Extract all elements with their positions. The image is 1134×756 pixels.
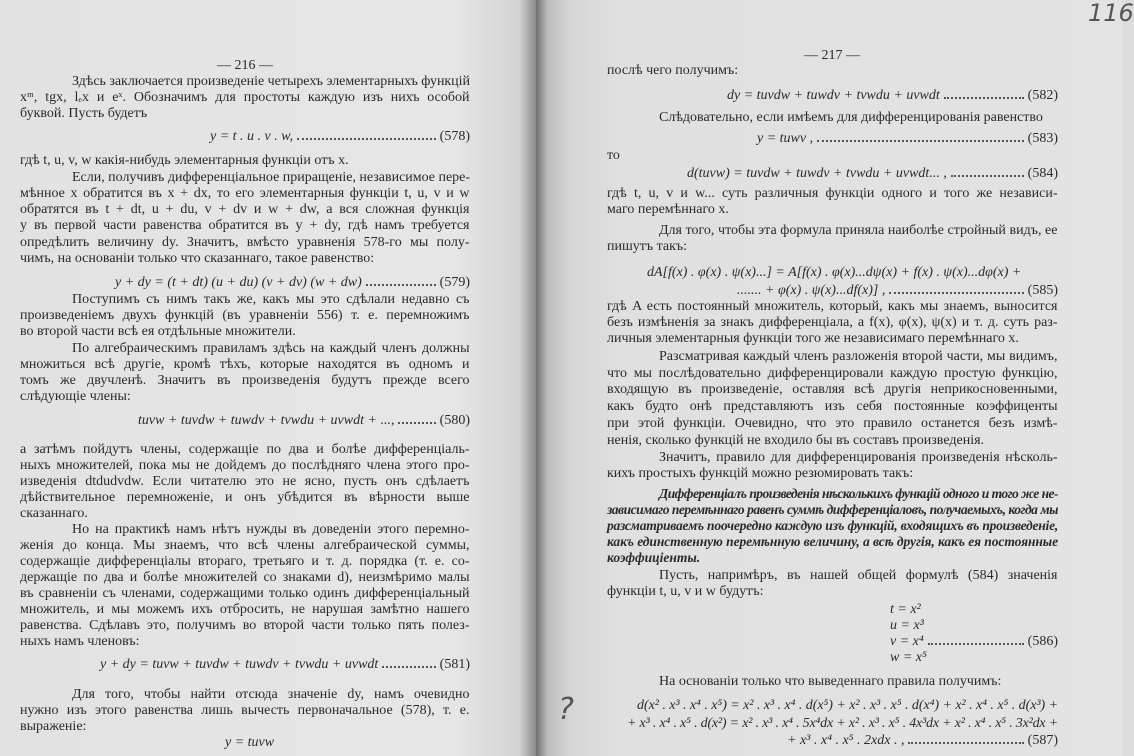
- line-text: послѣ чего получимъ:: [607, 63, 739, 78]
- text-line: [20, 442, 470, 457]
- line-text: слѣдующіе члены:: [20, 389, 131, 404]
- line-text: томъ же двучленѣ. Значитъ въ произведенія будутъ прежде всего: [20, 373, 470, 388]
- text-line: [20, 235, 470, 250]
- equation-number: (579): [439, 275, 470, 290]
- numbered-equation: [727, 88, 1058, 103]
- line-text: выраженіе:: [20, 719, 87, 734]
- line-text: личныя элементарныя функціи того же независимаго перемѣннаго x.: [607, 331, 1019, 346]
- line-text: xᵐ, tgx, lₑx и eˣ. Обозначимъ для простоты каждую изъ нихъ особой: [20, 90, 470, 105]
- equation-number: (578): [439, 129, 470, 144]
- text-line: [20, 357, 470, 372]
- text-line: [607, 349, 1058, 364]
- text-line: [20, 634, 470, 649]
- text-line: [607, 433, 1058, 448]
- line-text: мѣнное x обратится въ x + dx, то его элементарныя функціи t, u, v и w: [20, 186, 470, 201]
- text-line: [20, 474, 470, 489]
- text-line: [20, 458, 470, 473]
- text-line: [607, 399, 1058, 414]
- text-line: [20, 324, 470, 339]
- italic-rule-line: [607, 486, 1058, 501]
- text-line: [607, 568, 1058, 583]
- text-line: [607, 202, 1058, 217]
- equation-line: [890, 650, 1058, 665]
- numbered-equation: [737, 283, 1058, 298]
- equation-expression: + x³ . x⁴ . x⁵ . 2xdx . ,: [787, 733, 905, 748]
- equation-number: (586): [1027, 634, 1058, 649]
- line-text: функціи t, u, v и w будутъ:: [607, 584, 764, 599]
- equation-text: y = tuvw: [225, 735, 275, 750]
- line-text: а затѣмъ пойдутъ члены, содержащіе по два и болѣе дифференціаль-: [20, 442, 470, 457]
- equation-text: u = x³: [890, 618, 924, 633]
- text-line: [20, 218, 470, 233]
- equation-expression: y = t . u . v . w,: [210, 129, 294, 144]
- text-line: [20, 570, 470, 585]
- text-line: [20, 106, 470, 121]
- equation-number: (580): [439, 413, 470, 428]
- numbered-equation: [757, 131, 1058, 146]
- line-text: въ сравненіи съ членами, содержащими только одинъ дифференціальный: [20, 586, 470, 601]
- text-line: [20, 538, 470, 553]
- equation-text: t = x²: [890, 602, 921, 617]
- text-line: [20, 586, 470, 601]
- equation-text: d(x² . x³ . x⁴ . x⁵) = x² . x³ . x⁴ . d(x⁵) + x² . x³ . x⁵ . d(x⁴) + x² . x⁴ . x⁵ . d(x³) +: [637, 698, 1058, 713]
- text-line: [607, 366, 1058, 381]
- line-text: разсматриваемъ поочередно каждую изъ функцій, входящихъ въ произведеніе,: [607, 518, 1058, 533]
- text-line: [20, 292, 470, 307]
- text-line: [20, 153, 470, 168]
- line-text: сказаннаго.: [20, 506, 88, 521]
- equation-number: (584): [1027, 166, 1058, 181]
- text-line: [20, 506, 470, 521]
- text-line: [607, 63, 1058, 78]
- text-line: [607, 674, 1058, 689]
- text-line: [20, 341, 470, 356]
- left-page: [0, 0, 536, 756]
- equation-text: dA[f(x) . φ(x) . ψ(x)...] = A[f(x) . φ(x)...dψ(x) + f(x) . ψ(x)...dφ(x) +: [647, 265, 1022, 280]
- line-text: держащіе по два и болѣе множителей со знаками d), неизмѣримо малы: [20, 570, 470, 585]
- text-line: [607, 466, 1058, 481]
- numbered-equation: [115, 275, 470, 290]
- equation-line: [647, 265, 1058, 280]
- numbered-equation: [890, 634, 1058, 649]
- line-text: гдѣ t, u, v, w какія-нибудь элементарныя функціи отъ x.: [20, 153, 349, 168]
- line-text: Разсматривая каждый членъ разложенія второй части, мы видимъ,: [659, 349, 1058, 364]
- text-line: [20, 719, 470, 734]
- equation-line: [890, 602, 1058, 617]
- line-text: Здѣсь заключается произведеніе четырехъ элементарныхъ функцій: [72, 74, 470, 89]
- numbered-equation: [138, 413, 470, 428]
- equation-number: (583): [1027, 131, 1058, 146]
- line-text: опредѣлить величину dy. Значитъ, вмѣсто уравненія 578-го мы полу-: [20, 235, 470, 250]
- dot-leader: [398, 421, 435, 424]
- line-text: гдѣ t, u, v и w... суть различныя функціи одного и того же независи-: [607, 186, 1058, 201]
- text-line: [20, 687, 470, 702]
- equation-text: + x³ . x⁴ . x⁵ . d(x²) = x² . x³ . x⁴ . 5x⁴dx + x² . x³ . x⁵ . 4x³dx + x² . x⁴ . x⁵ . 3x²dx +: [627, 716, 1058, 731]
- text-line: [20, 389, 470, 404]
- text-line: [20, 373, 470, 388]
- dot-leader: [382, 665, 435, 668]
- equation-expression: y + dy = (t + dt) (u + du) (v + dv) (w + dw): [115, 275, 362, 290]
- equation-line: [637, 698, 1058, 713]
- text-line: [20, 74, 470, 89]
- equation-number: (587): [1027, 733, 1058, 748]
- line-text: какъ будто онѣ представляютъ изъ себя постоянные коэффиценты: [607, 399, 1058, 414]
- equation-line: [890, 618, 1058, 633]
- text-line: [607, 186, 1058, 201]
- numbered-equation: [210, 129, 470, 144]
- line-text: множитель, и мы можемъ ихъ отбросить, не нарушая замѣтно нашего: [20, 602, 470, 617]
- dot-leader: [817, 139, 1024, 142]
- dot-leader: [366, 283, 436, 286]
- text-line: [20, 490, 470, 505]
- line-text: ныхъ намъ членовъ:: [20, 634, 140, 649]
- line-text: равенства. Сдѣлавъ это, получимъ во второй части только пять полез-: [20, 618, 470, 633]
- text-line: [20, 90, 470, 105]
- text-line: [20, 186, 470, 201]
- dot-leader: [889, 291, 1023, 294]
- text-line: [607, 416, 1058, 431]
- line-text: маго перемѣннаго x.: [607, 202, 729, 217]
- text-line: [20, 602, 470, 617]
- line-text: произведеніемъ двухъ функцій (въ уравненіи 556) т. е. перемножимъ: [20, 308, 470, 323]
- right-page: [536, 0, 1134, 756]
- line-text: Но на практикѣ намъ нѣтъ нужды въ доведеніи этого перемно-: [72, 522, 470, 537]
- line-text: ныхъ множителей, пока мы не дойдемъ до послѣдняго члена этого про-: [20, 458, 470, 473]
- dot-leader: [928, 642, 1024, 645]
- italic-rule-line: [607, 550, 1058, 565]
- dot-leader: [951, 174, 1024, 177]
- line-text: Для того, чтобы найти отсюда значеніе dy, намъ очевидно: [72, 687, 470, 702]
- equation-expression: dy = tuvdw + tuwdv + tvwdu + uvwdt: [727, 88, 940, 103]
- text-line: [607, 110, 1058, 125]
- handwritten-folio-number: 116: [1088, 0, 1134, 27]
- equation-number: (581): [439, 657, 470, 672]
- line-text: Дифференціалъ произведенія нѣсколькихъ функцій одного и того же не-: [659, 486, 1058, 501]
- line-text: Пусть, напримѣръ, въ нашей общей формулѣ (584) значенія: [659, 568, 1058, 583]
- line-text: Значитъ, правило для дифференцированія произведенія нѣсколь-: [659, 450, 1058, 465]
- text-line: [607, 450, 1058, 465]
- line-text: во второй части всѣ ея отдѣльные множители.: [20, 324, 296, 339]
- line-text: пишутъ такъ:: [607, 239, 688, 254]
- equation-number: (582): [1027, 88, 1058, 103]
- line-text: Поступимъ съ нимъ такъ же, какъ мы это сдѣлали недавно съ: [72, 292, 470, 307]
- line-text: чимъ, на основаніи только что сказаннаго, такое равенство:: [20, 251, 375, 266]
- equation-line: [225, 735, 470, 750]
- numbered-equation: [787, 733, 1058, 748]
- line-text: изведенія dtdudvdw. Если читателю это не ясно, пусть онъ сдѣлаетъ: [20, 474, 470, 489]
- text-line: [607, 315, 1058, 330]
- equation-number: (585): [1027, 283, 1058, 298]
- text-line: [20, 202, 470, 217]
- text-line: [20, 308, 470, 323]
- equation-expression: v = x⁴: [890, 634, 924, 649]
- handwritten-question-mark: ?: [558, 692, 574, 727]
- line-text: гдѣ A есть постоянный множитель, который, какъ мы знаемъ, выносится: [607, 299, 1058, 314]
- italic-rule-line: [607, 534, 1058, 549]
- line-text: что мы послѣдовательно дифференцировали каждую простую функцію,: [607, 366, 1058, 381]
- line-text: обратятся въ t + dt, u + du, v + dv и w + dw, а вся сложная функція: [20, 202, 470, 217]
- equation-expression: y + dy = tuvw + tuvdw + tuwdv + tvwdu + uvwdt: [100, 657, 379, 672]
- line-text: коэффиціенты.: [607, 550, 701, 565]
- line-text: y въ первой части равенства обратится въ y + dy, гдѣ намъ требуется: [20, 218, 470, 233]
- text-line: [20, 170, 470, 185]
- dot-leader: [944, 96, 1024, 99]
- line-text: содержащіе дифференціалы втораго, третьяго и т. д. порядка (т. е. со-: [20, 554, 470, 569]
- line-text: буквой. Пусть будетъ: [20, 106, 148, 121]
- line-text: женія до конца. Мы знаемъ, что всѣ члены алгебраической суммы,: [20, 538, 470, 553]
- equation-text: w = x⁵: [890, 650, 927, 665]
- numbered-equation: [100, 657, 470, 672]
- italic-rule-line: [607, 502, 1058, 517]
- text-line: [607, 299, 1058, 314]
- text-line: [20, 251, 470, 266]
- line-text: кихъ простыхъ функцій можно резюмировать такъ:: [607, 466, 914, 481]
- text-line: [20, 703, 470, 718]
- equation-line: [627, 716, 1058, 731]
- text-line: [607, 382, 1058, 397]
- line-text: при этой функціи. Очевидно, что это правило останется безъ измѣ-: [607, 416, 1058, 431]
- line-text: то: [607, 148, 620, 163]
- text-line: [20, 554, 470, 569]
- line-text: На основаніи только что выведеннаго правила получимъ:: [659, 674, 1002, 689]
- text-line: [607, 223, 1058, 238]
- line-text: нужно изъ этого равенства лишь вычесть первоначальное (578), т. е.: [20, 703, 470, 718]
- equation-expression: ....... + φ(x) . ψ(x)...df(x)] ,: [737, 283, 886, 298]
- text-line: [607, 584, 1058, 599]
- line-text: безъ измѣненія за знакъ дифференціала, а f(x), φ(x), ψ(x) и т. д. суть раз-: [607, 315, 1058, 330]
- equation-expression: d(tuvw) = tuvdw + tuwdv + tvwdu + uvwdt... ,: [687, 166, 947, 181]
- line-text: какъ единственную перемѣнную величину, а всѣ другія, какъ ея постоянные: [607, 534, 1058, 549]
- line-text: По алгебраическимъ правиламъ здѣсь на каждый членъ должны: [72, 341, 470, 356]
- italic-rule-line: [607, 518, 1058, 533]
- line-text: дѣйствительное перемноженіе, и онъ убѣдится въ вѣрности выше: [20, 490, 470, 505]
- equation-expression: tuvw + tuvdw + tuwdv + tvwdu + uvwdt + ...,: [138, 413, 395, 428]
- line-text: Если, получивъ дифференціальное приращеніе, независимое пере-: [72, 170, 470, 185]
- line-text: зависимаго перемѣннаго равенъ суммѣ дифференціаловъ, получаемыхъ, когда мы: [607, 502, 1058, 517]
- text-line: [20, 618, 470, 633]
- line-text: входящую въ произведеніе, оставляя всѣ другія неприкосновенными,: [607, 382, 1058, 397]
- dot-leader: [908, 741, 1023, 744]
- page-number: — 216 —: [217, 58, 273, 73]
- text-line: [607, 331, 1058, 346]
- numbered-equation: [687, 166, 1058, 181]
- text-line: [20, 522, 470, 537]
- page-number: — 217 —: [804, 48, 860, 63]
- dot-leader: [297, 137, 436, 140]
- line-text: ненія, сколько функцій не входило бы въ составъ произведенія.: [607, 433, 985, 448]
- equation-expression: y = tuwv ,: [757, 131, 814, 146]
- text-line: [607, 148, 1058, 163]
- line-text: Для того, чтобы эта формула приняла наиболѣе стройный видъ, ее: [659, 223, 1058, 238]
- line-text: Слѣдовательно, если имѣемъ для дифференцированія равенство: [659, 110, 1043, 125]
- text-line: [607, 239, 1058, 254]
- line-text: множиться всѣ другіе, кромѣ тѣхъ, которые находятся въ одномъ и: [20, 357, 470, 372]
